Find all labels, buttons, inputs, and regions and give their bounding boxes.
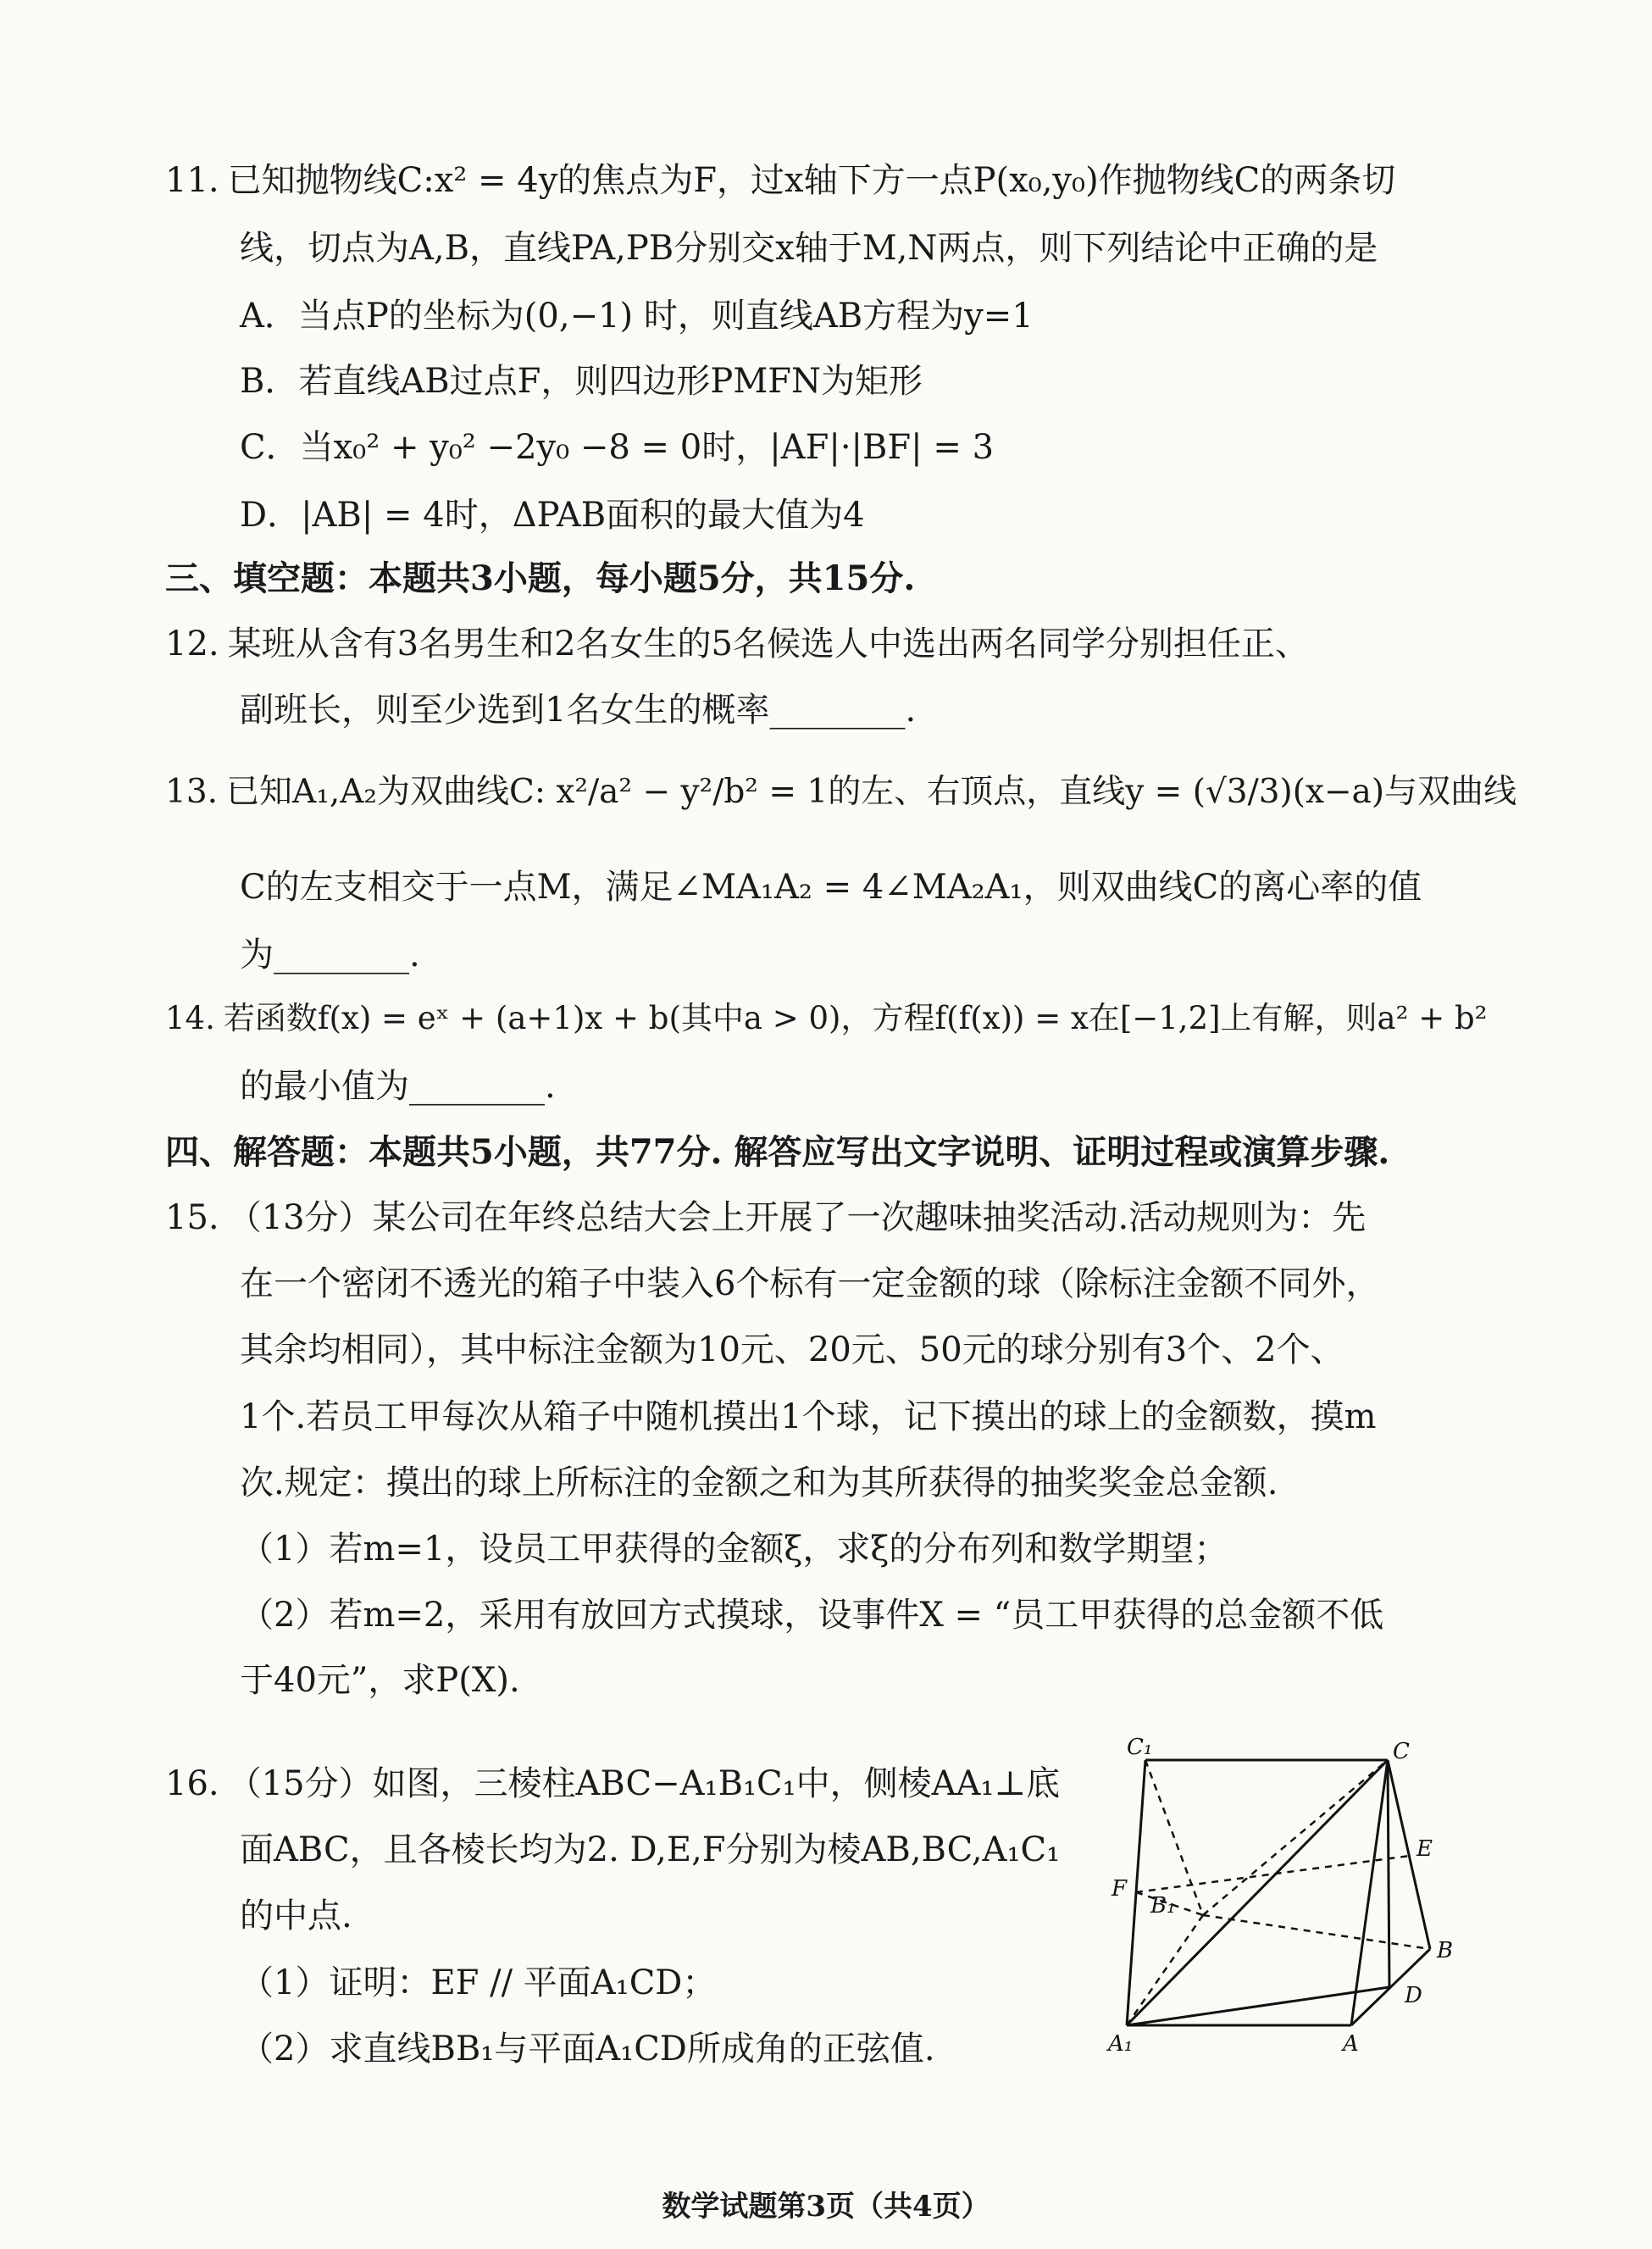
q15-line1: [165, 1198, 1367, 1237]
q14-line1: [165, 1002, 1487, 1034]
q11-line2: 线，切点为A,B，直线PA,PB分别交x轴于M,N两点，则下列结论中正确的是: [240, 229, 1378, 268]
edge-c1-b1: [1145, 1760, 1203, 1915]
edge-c-d: [1388, 1760, 1389, 1987]
label-e: E: [1416, 1836, 1433, 1862]
q16-number: 16.: [165, 1764, 219, 1803]
q15-line3: 其余均相同），其中标注金额为10元、20元、50元的球分别有3个、2个、: [240, 1330, 1344, 1369]
q15-part1: （1）若m=1，设员工甲获得的金额ξ，求ξ的分布列和数学期望；: [240, 1530, 1228, 1569]
q11-text-1: 已知抛物线C:x² = 4y的焦点为F，过x轴下方一点P(x₀,y₀)作抛物线C的两条切: [227, 161, 1396, 200]
q16-part1: （1）证明：EF // 平面A₁CD；: [240, 1963, 717, 2002]
edge-c-a: [1351, 1760, 1388, 2025]
prism-diagram: [1101, 1733, 1483, 2055]
q16-line3: 的中点.: [240, 1896, 352, 1935]
q15-text-1: （13分）某公司在年终总结大会上开展了一次趣味抽奖活动.活动规则为：先: [227, 1198, 1367, 1237]
q15-line4: 1个.若员工甲每次从箱子中随机摸出1个球，记下摸出的球上的金额数，摸m: [240, 1397, 1377, 1436]
label-c: C: [1393, 1739, 1410, 1764]
q14-line2: 的最小值为________.: [240, 1067, 556, 1106]
q16-text-1: （15分）如图，三棱柱ABC−A₁B₁C₁中，侧棱AA₁⊥底: [227, 1764, 1061, 1803]
q11-option-d: D．|AB| = 4时，ΔPAB面积的最大值为4: [240, 496, 865, 535]
q15-number: 15.: [165, 1198, 219, 1237]
q11-option-b: B．若直线AB过点F，则四边形PMFN为矩形: [240, 362, 923, 401]
q15-line2: 在一个密闭不透光的箱子中装入6个标有一定金额的球（除标注金额不同外，: [240, 1264, 1380, 1303]
label-b1: B₁: [1150, 1893, 1176, 1919]
q16-line2: 面ABC，且各棱长均为2. D,E,F分别为棱AB,BC,A₁C₁: [240, 1830, 1061, 1869]
q16-line1: [165, 1764, 1061, 1803]
label-f: F: [1111, 1876, 1128, 1902]
edge-b1-c: [1203, 1760, 1388, 1915]
q13-number: 13.: [165, 773, 219, 811]
q11-option-a: A．当点P的坐标为(0,−1) 时，则直线AB方程为y=1: [240, 297, 1034, 336]
section-fill-in-heading: 三、填空题：本题共3小题，每小题5分，共15分.: [165, 558, 916, 598]
edge-a1-b1: [1127, 1915, 1203, 2025]
q11-line1: [165, 161, 1396, 200]
q13-text-1: 已知A₁,A₂为双曲线C: x²/a² − y²/b² = 1的左、右顶点，直线y = (√3/3)(x−a)与双曲线: [226, 773, 1517, 811]
q13-line1: [165, 773, 1517, 811]
label-d: D: [1405, 1983, 1422, 2008]
q14-number: 14.: [165, 1000, 215, 1036]
prism-figure: [1101, 1733, 1483, 2055]
label-a1: A₁: [1108, 2031, 1134, 2055]
q12-line2: 副班长，则至少选到1名女生的概率________.: [240, 691, 917, 730]
q13-line3: 为________.: [240, 936, 420, 975]
q12-line1: [165, 625, 1309, 664]
q15-part2: （2）若m=2，采用有放回方式摸球，设事件X = “员工甲获得的总金额不低: [240, 1596, 1384, 1635]
edge-a1-d: [1127, 1987, 1389, 2025]
q16-part2: （2）求直线BB₁与平面A₁CD所成角的正弦值.: [240, 2030, 935, 2069]
page-footer: 数学试题第3页（共4页）: [662, 2190, 990, 2224]
label-c1: C₁: [1127, 1735, 1153, 1760]
q12-number: 12.: [165, 625, 219, 664]
q11-option-c: C．当x₀² + y₀² −2y₀ −8 = 0时，|AF|·|BF| = 3: [240, 428, 995, 467]
q12-text-1: 某班从含有3名男生和2名女生的5名候选人中选出两名同学分别担任正、: [227, 625, 1309, 664]
q15-line5: 次.规定：摸出的球上所标注的金额之和为其所获得的抽奖奖金总金额.: [240, 1463, 1278, 1502]
segment-f-e: [1136, 1856, 1410, 1892]
section-solutions-heading: 四、解答题：本题共5小题，共77分. 解答应写出文字说明、证明过程或演算步骤.: [165, 1132, 1390, 1172]
edge-b1-b: [1203, 1915, 1430, 1949]
q11-number: 11.: [165, 161, 219, 200]
q13-line2: C的左支相交于一点M，满足∠MA₁A₂ = 4∠MA₂A₁，则双曲线C的离心率的值: [240, 868, 1422, 907]
label-a: A: [1343, 2031, 1359, 2055]
q15-part2-cont: 于40元”，求P(X).: [240, 1661, 520, 1700]
label-b: B: [1437, 1938, 1454, 1963]
q14-text-1: 若函数f(x) = eˣ + (a+1)x + b(其中a > 0)，方程f(f(x)) = x在[−1,2]上有解，则a² + b²: [223, 1000, 1488, 1036]
